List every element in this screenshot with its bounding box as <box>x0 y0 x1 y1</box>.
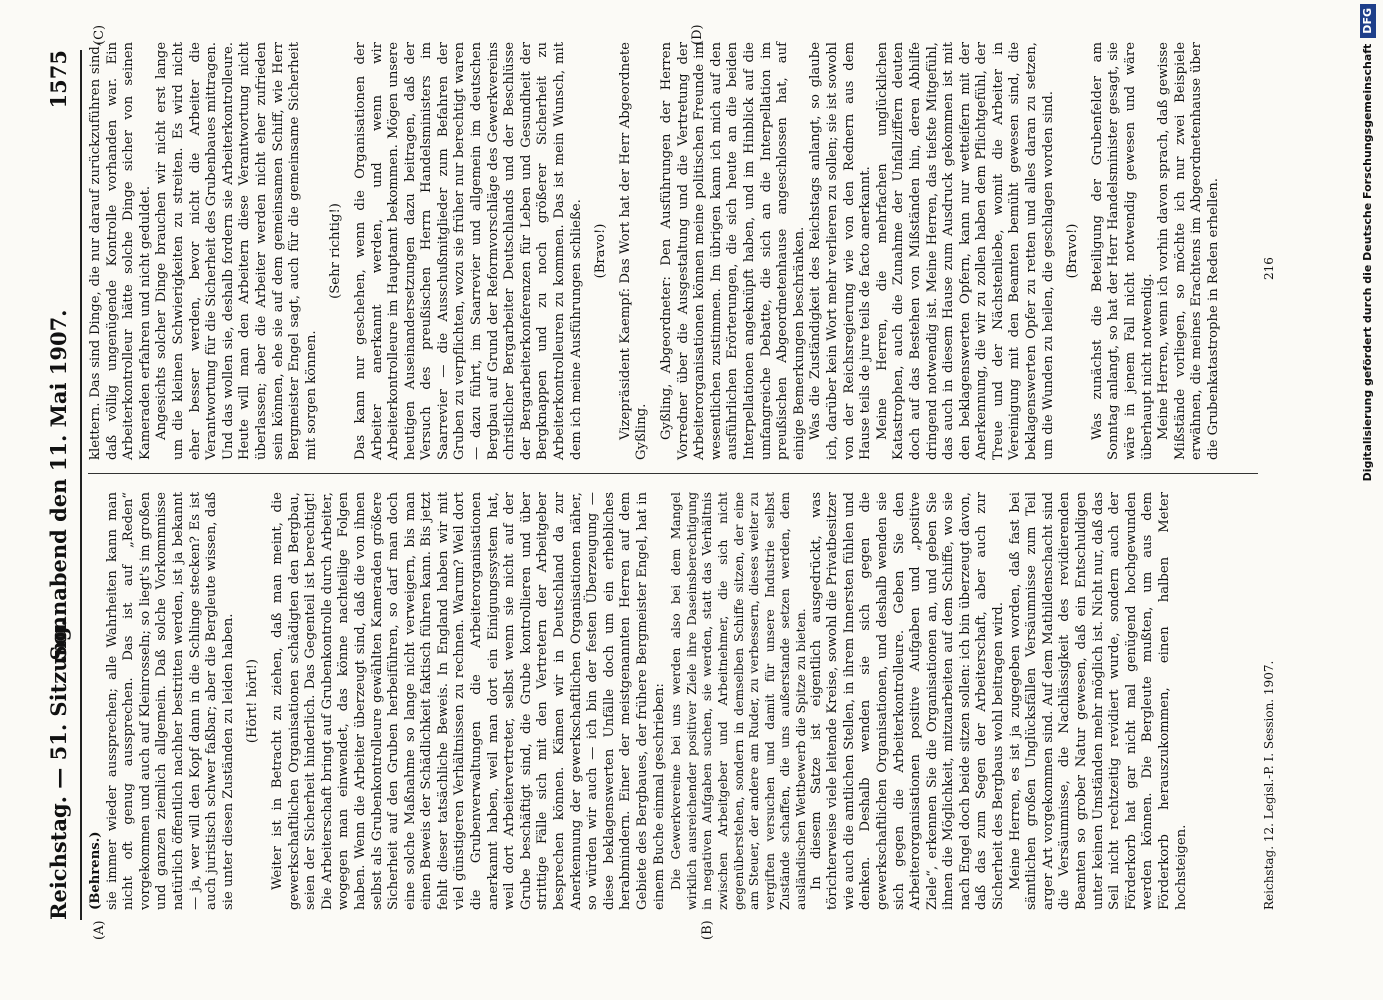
interjection: (Bravo!) <box>1065 223 1081 279</box>
interjection: (Sehr richtig!) <box>328 203 344 299</box>
margin-marker-a: (A) <box>92 920 107 940</box>
page-header <box>38 50 78 920</box>
paragraph: Gyßling, Abgeordneter: Den Ausführungen der Herren Vorredner über die Ausgestaltung und die Vertretung der Arbeiterorganisationen können meine politischen Freunde im wesentlichen zustimmen. Im übrigen kann ich mich auf den ausführlichen Erörterungen, die sich heute an die beiden Interpellationen angeknüpft haben, und im Hinblick auf die umfangreiche Debatte, die sich an die Interpellation im preußischen Abgeordnetenhause angeschlossen hat, auf einige Bemerkungen beschränken. <box>659 42 807 460</box>
page-number: 1575 <box>46 50 71 109</box>
right-column <box>88 42 1223 460</box>
paragraph: sie immer wieder aussprechen; alle Wahrheiten kann man nicht oft genug aussprechen. Das ist auf „Reden“ vorgekommen und auch auf Kleinrosseln; so liegt's im großen und ganzen ziemlich allgemein. Daß solche Vorkommnisse natürlich öffentlich nachher bestritten werden, ist ja bekannt — ja, wer will den Kopf dann in die Schlinge stecken? Es ist auch juristisch schwer faßbar; aber die Bergleute wissen, daß sie unter diesen Zuständen zu leiden haben. <box>104 492 236 910</box>
margin-marker-c: (C) <box>92 24 107 45</box>
interjection: (Bravo!) <box>593 223 609 279</box>
header-rule <box>80 50 82 920</box>
right-footer: 216 <box>1262 257 1276 280</box>
paragraph: Meine Herren, es ist ja zugegeben worden, daß fast bei sämtlichen großen Unglücksfällen Versäumnisse zum Teil arger Art vorgekommen sind. Auf dem Mathildenschacht sind die Versäumnisse, die Nachlässigkeit des revidierenden Beamten so grober Natur gewesen, daß ein Entschuldigen unter keinen Umständen mehr möglich ist. Nicht nur, daß das Seil nicht rechtzeitig revidiert wurde, sondern auch der Förderkorb hat gar nicht mal genügend hochgewunden werden können. Die Bergleute mußten, um aus dem Förderkorb herauszukommen, einen halben Meter hochsteigen. <box>1007 492 1189 910</box>
column-divider <box>88 473 1258 474</box>
paragraph: Meine Herren, wenn ich vorhin davon sprach, daß gewisse Mißstände vorliegen, so möchte ich nur zwei Beispiele erwähnen, die meines Erachtens im Abgeordnetenhause über die Grubenkatastrophe in Reden erhellen. <box>1156 42 1221 460</box>
left-footer: Reichstag. 12. Legisl.-P. I. Session. 1907. <box>1262 660 1276 910</box>
paragraph: Meine Herren, die mehrfachen unglücklichen Katastrophen, auch die Zunahme der Unfallziffern deuten doch auf das Bestehen von Mißständen hin, deren Abhilfe dringend notwendig ist. Meine Herren, das tiefste Mitgefühl, das auch in diesem Hause zum Ausdruck gekommen ist mit den beklagenswerten Opfern, kann nur wetteifern mit der Anerkennung, die wir zu zollen haben dem Pflichtgefühl, der Treue und der Nächstenliebe, womit die Arbeiter in Vereinigung mit den Beamten bemüht gewesen sind, die beklagenswerten Opfer zu retten und alles daran zu setzen, um die Wunden zu heilen, die geschlagen worden sind. <box>874 42 1056 460</box>
paragraph: Angesichts solcher Dinge brauchen wir nicht erst lange um die kleinen Schwierigkeiten zu streiten. Es wird nicht eher besser werden, bevor nicht die Arbeiter die Verantwortung für die Sicherheit des Grubenbaues mittragen. Und das wollen sie, deshalb fordern sie Arbeiterkontrolleure. Heute will man den Arbeitern diese Verantwortung nicht überlassen; aber die Arbeiter werden nicht eher zufrieden sein können, ehe sie auf dem gemeinsamen Schiff, wie Herr Bergmeister Engel sagt, auch für die gemeinsame Sicherheit mit sorgen können. <box>154 42 319 460</box>
left-column <box>88 492 1190 910</box>
margin-marker-d: (D) <box>690 24 705 45</box>
header-left: Reichstag. — 51. Sitzung. <box>46 619 71 920</box>
paragraph: klettern. Das sind Dinge, die nur darauf zurückzuführen sind, daß völlig ungenügende Kontrolle vorhanden war. Ein Arbeiterkontrolleur hätte solche Dinge sicher von seinen Kameraden erfahren und nicht geduldet. <box>88 42 153 460</box>
paragraph: Weiter ist in Betracht zu ziehen, daß man meint, die gewerkschaftlichen Organisationen schädigten den Bergbau, seien der Sicherheit hinderlich. Das Gegenteil ist berechtigt! Die Arbeiterschaft bringt auf Grubenkontrolle durch Arbeiter, wogegen man einwendet, das könne nachteilige Folgen haben. Wenn die Arbeiter überzeugt sind, daß die von ihnen selbst als Grubenkontrolleure gewählten Kameraden größere Sicherheit auf den Gruben herbeiführen, so darf man doch eine solche Maßnahme so lange nicht verweigern, bis man einen Beweis der Schädlichkeit faktisch führen kann. Bis jetzt fehlt dieser tatsächliche Beweis. In England haben wir mit viel günstigeren Verhältnissen zu rechnen. Warum? Weil dort die Grubenverwaltungen die Arbeiterorganisationen anerkannt haben, weil man dort ein Einigungssystem hat, weil dort Arbeitervertreter, selbst wenn sie nicht auf der Grube beschäftigt sind, die Grube kontrollieren und über strittige Fälle sich mit den Vertretern der Arbeitgeber besprechen können. Kämen wir in Deutschland da zur Anerkennung der gewerkschaftlichen Organisationen näher, so würden wir auch — ich bin der festen Überzeugung — diese beklagenswerten Unfälle doch um ein erhebliches herabmindern. Einer der meistgenannten Herren auf dem Gebiete des Bergbaues, der frühere Bergmeister Engel, hat in einem Buche einmal geschrieben: <box>269 492 667 910</box>
paragraph: Was die Zuständigkeit des Reichstags anlangt, so glaube ich, darüber kein Wort mehr verlieren zu sollen; sie ist sowohl von der Reichsregierung wie von den Rednern aus dem Hause teils de jure teils de facto anerkannt. <box>808 42 874 460</box>
digitization-text: Digitalisierung gefördert durch die Deutsche Forschungsgemeinschaft <box>1361 43 1374 482</box>
paragraph: Das kann nur geschehen, wenn die Organisationen der Arbeiter anerkannt werden, und wenn wir Arbeiterkontrolleure im Hauptamt bekommen. Mögen unsere heutigen Auseinandersetzungen dazu beitragen, daß der Versuch des preußischen Herrn Handelsministers im Saarrevier — die Ausschußmitglieder zum Befahren der Gruben zu verpflichten, wozu sie früher nur berechtigt waren — dazu führt, im Saarrevier und allgemein im deutschen Bergbau auf Grund der Reformvorschläge des Gewerkvereins christlicher Bergarbeiter Deutschlands und der Beschlüsse der Bergarbeiterkonferenzen für Leben und Gesundheit der Bergknappen und zu noch größerer Sicherheit zu Arbeiterkontrolleuren zu kommen. Das ist mein Wunsch, mit dem ich meine Ausführungen schließe. <box>352 42 584 460</box>
speaker-label: (Behrens.) <box>88 831 103 910</box>
digitization-note <box>1356 4 1380 996</box>
dfg-logo: DFG <box>1360 4 1376 38</box>
quotation: Die Gewerkvereine bei uns werden also bei dem Mangel wirklich ausreichender positiver Ziele ihre Daseinsberechtigung in negativen Aufgaben suchen, sie werden, statt das Verhältnis zwischen Arbeitgeber und Arbeitnehmer, die sich nicht gegenüberstehen, sondern in demselben Schiffe sitzen, der eine am Steuer, der andere am Ruder, zu verbessern, dieses weiter zu vergiften versuchen und damit für unsere Industrie selbst Zustände schaffen, die uns außerstande setzen werden, dem ausländischen Wettbewerb die Spitze zu bieten. <box>668 492 808 910</box>
speaker-intro: Vizepräsident Kaempf: Das Wort hat der Herr Abgeordnete Gyßling. <box>617 42 650 460</box>
paragraph: In diesem Satze ist eigentlich ausgedrückt, was törichterweise viele leitende Kreise, sowohl die Privatbesitzer wie auch die amtlichen Stellen, in ihrem Innersten fühlen und denken. Deshalb wenden sie sich gegen die gewerkschaftlichen Organisationen, und deshalb wenden sie sich gegen die Arbeiterkontrolleure. Geben Sie den Arbeiterorganisationen positive Aufgaben und „positive Ziele“, erkennen Sie die Organisationen an, und geben Sie ihnen die Möglichkeit, mitzuarbeiten auf dem Schiffe, wo sie nach Engel doch beide sitzen sollen: ich bin überzeugt davon, daß das zum Segen der Arbeiterschaft, aber auch zur Sicherheit des Bergbaus wohl beitragen wird. <box>808 492 1007 910</box>
interjection: (Hört! hört!) <box>245 658 261 744</box>
header-center: Sonnabend den 11. Mai 1907. <box>46 309 71 661</box>
margin-marker-b: (B) <box>700 920 715 940</box>
paragraph: Was zunächst die Beteiligung der Grubenfelder am Sonntag anlangt, so hat der Herr Handelsminister gesagt, sie wäre in jenem Fall nicht notwendig gewesen und wäre überhaupt nicht notwendig. <box>1089 42 1155 460</box>
